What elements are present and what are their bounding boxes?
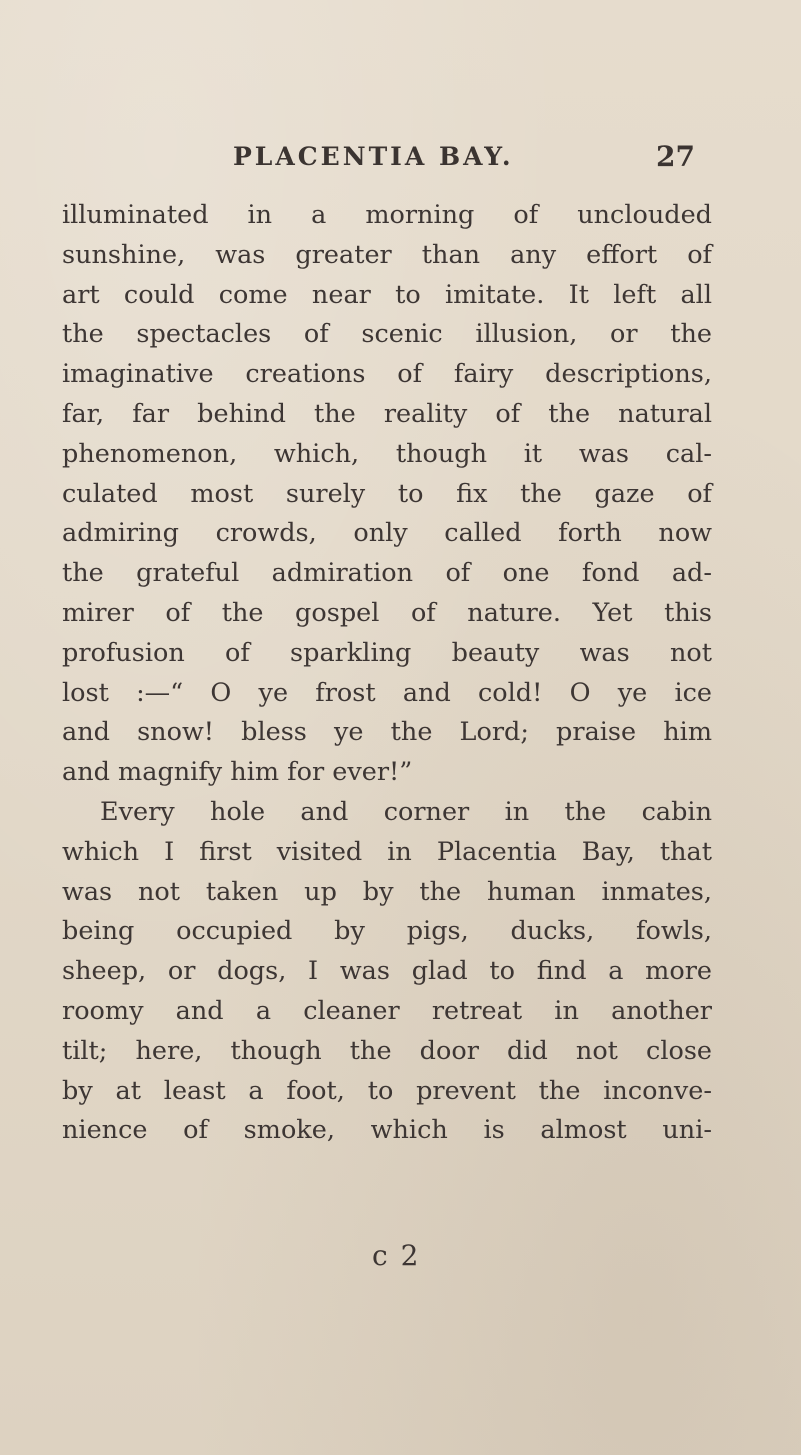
- text-line: roomy and a cleaner retreat in another: [62, 995, 712, 1026]
- text-line: phenomenon, which, though it was cal-: [62, 438, 712, 469]
- text-line: profusion of sparkling beauty was not: [62, 637, 712, 668]
- text-line: nience of smoke, which is almost uni-: [62, 1115, 712, 1146]
- text-line: imaginative creations of fairy descriptions,: [62, 359, 712, 390]
- text-line: and magnify him for ever!”: [62, 757, 413, 788]
- text-line: sheep, or dogs, I was glad to find a more: [62, 956, 712, 987]
- text-line: was not taken up by the human inmates,: [62, 876, 712, 907]
- text-line: the grateful admiration of one fond ad-: [62, 558, 712, 589]
- text-line: art could come near to imitate. It left all: [62, 279, 712, 310]
- text-line: the spectacles of scenic illusion, or the: [62, 319, 712, 350]
- signature-mark: c 2: [372, 1239, 421, 1272]
- text-line: tilt; here, though the door did not close: [62, 1035, 712, 1066]
- text-line: being occupied by pigs, ducks, fowls,: [62, 916, 712, 947]
- text-line: mirer of the gospel of nature. Yet this: [62, 597, 712, 628]
- text-line: sunshine, was greater than any effort of: [62, 239, 712, 270]
- running-head: [0, 140, 801, 180]
- body-text: [62, 196, 712, 1151]
- page-number: 27: [656, 140, 695, 173]
- text-line: illuminated in a morning of unclouded: [62, 200, 712, 230]
- text-line: culated most surely to fix the gaze of: [62, 478, 712, 509]
- text-line: lost :—“ O ye frost and cold! O ye ice: [62, 677, 712, 708]
- text-line: Every hole and corner in the cabin: [100, 796, 712, 827]
- text-line: which I first visited in Placentia Bay, that: [62, 836, 712, 867]
- text-line: by at least a foot, to prevent the inconve-: [62, 1075, 712, 1106]
- running-title: PLACENTIA BAY.: [233, 142, 514, 171]
- text-line: admiring crowds, only called forth now: [62, 518, 712, 549]
- text-line: and snow! bless ye the Lord; praise him: [62, 717, 712, 748]
- text-line: far, far behind the reality of the natural: [62, 398, 712, 429]
